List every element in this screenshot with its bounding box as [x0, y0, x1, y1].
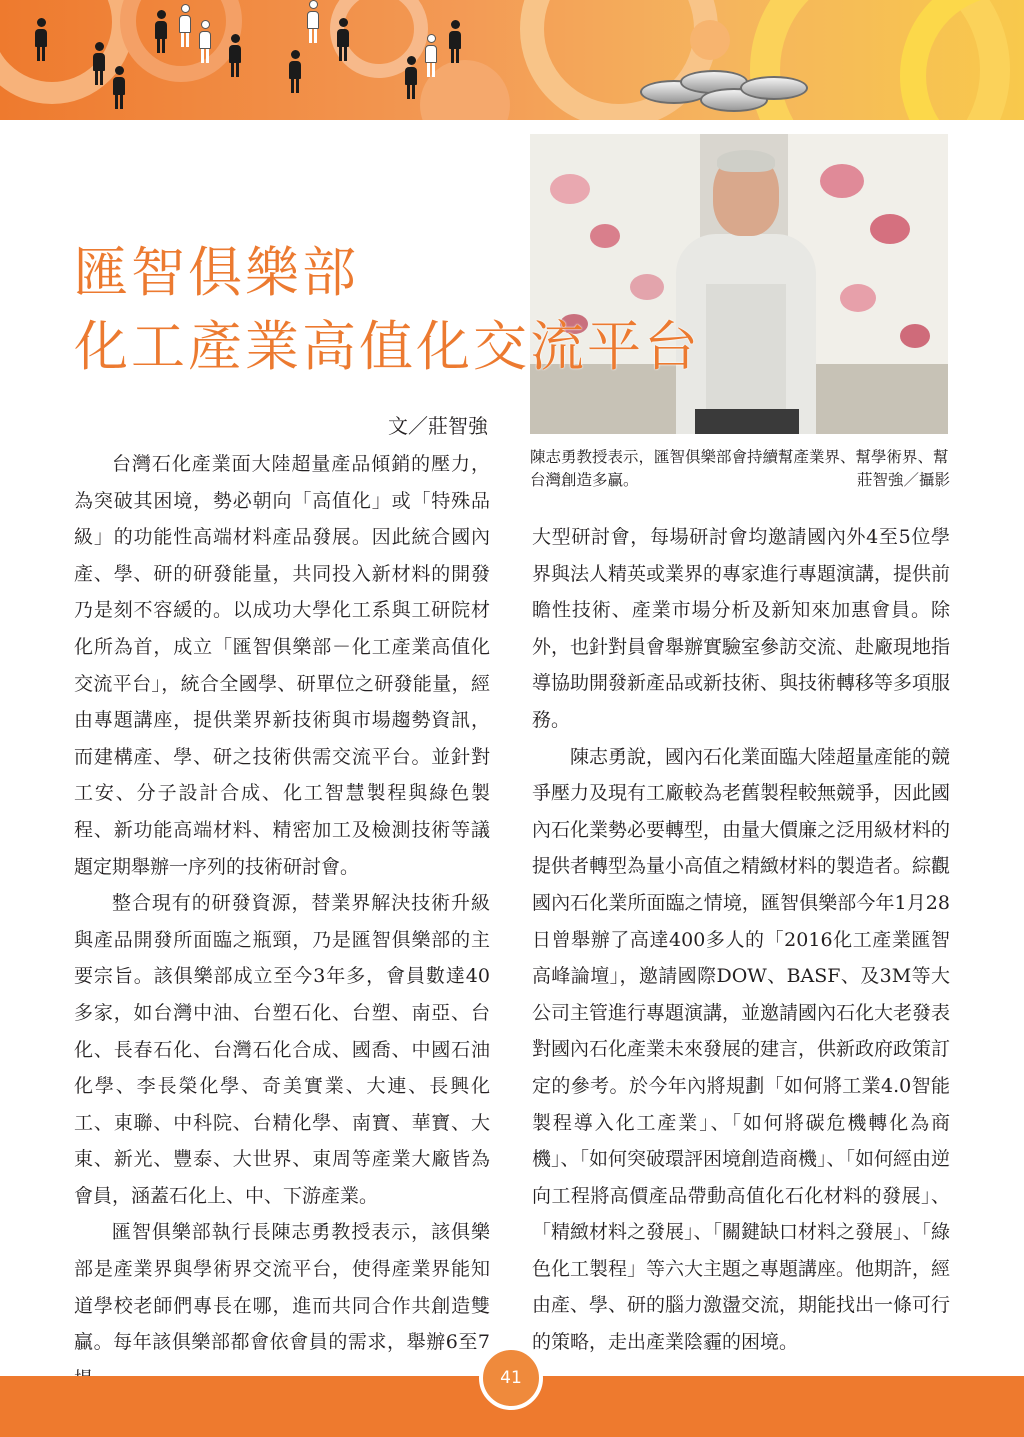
- paragraph: 匯智俱樂部執行長陳志勇教授表示，該俱樂部是產業界與學術界交流平台，使得產業界能知道學校老師們專長在哪，進而共同合作共創造雙贏。每年該俱樂部都會依會員的需求，舉辦6至7: [74, 1221, 490, 1354]
- photo-credit: 莊智強／攝影: [856, 471, 950, 489]
- photo-caption: [530, 446, 950, 492]
- paragraph: 台灣石化產業面大陸超量產品傾銷的壓力，為突破其困境，勢必朝向「高值化」或「特殊品級」的功能性高端材料產品發展。因此統合國內產、學、研的研發能量，共同投入新材料的開發乃是刻不容緩的。以成功大學化工系與工研院材化所為首，成立「匯智俱樂部－化工產業高值化交流平台」，統合全國學、研單位之研發能量，經由專題講座，提供業界新技術與市場趨勢資訊，而建構產、學、研之技術供需交流平台。並針對工安、分子設計合成、化工智慧製程與綠色製程、新功能高端材料、精密加工及檢測技術等議題定期舉辦一序列的技術研討會。: [74, 453, 490, 878]
- title-line-2: 化工產業高值化交流平台: [74, 315, 701, 378]
- person-icon: [306, 0, 320, 43]
- decorative-dot: [690, 20, 730, 60]
- caption-text: 陳志勇教授表示，匯智俱樂部會持續幫產業界、幫學術界、幫台灣創造多贏。: [530, 448, 949, 489]
- person-icon: [336, 18, 350, 61]
- person-icon: [34, 18, 48, 61]
- person-icon: [154, 10, 168, 53]
- page-number-badge: [479, 1346, 543, 1410]
- person-icon: [112, 66, 126, 109]
- right-column: [532, 519, 950, 1361]
- person-icon: [178, 4, 192, 47]
- paragraph: 整合現有的研發資源，替業界解決技術升級與產品開發所面臨之瓶頸，乃是匯智俱樂部的主要宗旨。該俱樂部成立至今3年多，會員數達40多家，如台灣中油、台塑石化、台塑、南亞、台化、長春石化、台灣石化合成、國喬、中國石油化學、李長榮化學、奇美實業、大連、長興化工、東聯、中科院、台精化學、南寶、華寶、大東、新光、豐泰、大世界、東周等產業大廠皆為會員，涵蓋石化上、中、下游產業。: [74, 892, 490, 1207]
- paragraph: 陳志勇說，國內石化業面臨大陸超量產能的競爭壓力及現有工廠較為老舊製程較無競爭，因此國內石化業勢必要轉型，由量大價廉之泛用級材料的提供者轉型為量小高值之精緻材料的製造者。綜觀國內石化業所面臨之情境，匯智俱樂部今年1月28日曾舉辦了高達400多人的「2016化工產業匯智高峰論壇」，邀請國際DOW、BASF、及3M等大公司主管進行專題演講，並邀請國內石化大老發表對國內石化產業未來發展的建言，供新政府政策訂定的參考。於今年內將規劃「如何將工業4.0智能製程導入化工產業」、「如何將碳危機轉化為商機」、「如何突破環評困境創造商機」、「如何經由逆向工程將高價產品帶動高值化石化材料的發展」、「精緻材料之發展」、「關鍵缺口材料之發展」、「綠色化工製程」等六大主題之專題講座。他期許，經由產、學、研的腦力激盪交流，期能找出一條可行的策略，走出產業陰霾的困境。: [532, 745, 951, 1354]
- person-icon: [92, 42, 106, 85]
- person-icon: [228, 34, 242, 77]
- header-banner: [0, 0, 1024, 120]
- title-line-1: 匯智俱樂部: [74, 241, 359, 304]
- person-icon: [448, 20, 462, 63]
- page-number: 41: [500, 1368, 522, 1388]
- person-icon: [198, 20, 212, 63]
- byline: 文／莊智強: [388, 414, 488, 438]
- person-icon: [424, 34, 438, 77]
- decorative-ring: [900, 0, 1024, 120]
- paragraph: 大型研討會，每場研討會均邀請國內外4至5位學界與法人精英或業界的專家進行專題演講，提供前瞻性技術、產業市場分析及新知來加惠會員。除外，也針對員會舉辦實驗室參訪交流、赴廠現地指導協助開發新產品或新技術、與技術轉移等多項服務。: [532, 526, 951, 731]
- person-icon: [288, 50, 302, 93]
- person-icon: [404, 56, 418, 99]
- left-column: [74, 446, 490, 1397]
- article-title: [74, 236, 701, 384]
